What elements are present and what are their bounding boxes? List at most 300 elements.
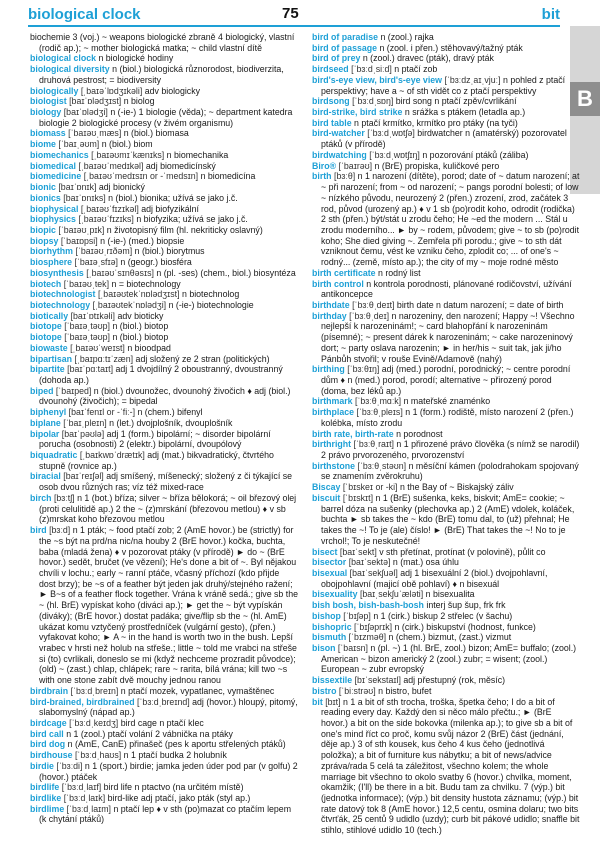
entry-pronunciation: [ˈbaɪəʊˌpɪk] [58,224,105,235]
page-header [0,0,600,26]
entry-headword: bird dog [30,739,66,750]
entry-definition: n biomedicína [200,171,256,182]
entry-headword: biphenyl [30,407,67,418]
entry-headword: birdhouse [30,750,73,761]
entry-headword: biscuit [312,492,341,503]
entry-headword: biological clock [30,53,96,64]
entry-definition: n životopisný film (hl. nekriticky oslavný) [106,224,263,235]
entry-definition: n 1 (sport.) birdie; jamka jeden úder pod par (v golfu) 2 (hovor.) ptáček [39,760,298,782]
dictionary-entry [30,192,298,204]
dictionary-entry [30,96,298,107]
entry-headword: birth control [312,278,364,289]
entry-headword: biotope [30,321,62,332]
entry-headword: bird's-eye view, bird's-eye view [312,74,443,85]
entry-definition: n (-ie-) (med.) biopsie [100,235,185,246]
dictionary-entry [30,85,298,97]
entry-pronunciation: [ˈbaɪped] [55,385,92,396]
dictionary-entry [30,364,298,385]
entry-definition: biochemie 3 (voj.) ~ weapons biologické zbraně 4 biologický, vlastní (rodič ap.); ~ mother biologická matka; ~ child vlastní dítě [30,32,295,53]
entry-headword: bird of passage [312,42,378,53]
entry-definition: n 1 (zool.) ptačí volání 2 vábnička na ptáky [66,728,233,739]
entry-definition: n (biol.) biotop [112,321,169,332]
entry-headword: bit [312,696,323,707]
entry-definition: n ptačí mozek, vypatlanec, vymaštěnec [120,685,275,696]
entry-pronunciation: [baɪˈɒlədʒɪst] [69,96,122,107]
entry-headword: biowaste [30,342,68,353]
entry-headword: bird-brained, birdbrained [30,696,135,707]
entry-headword: birthplace [312,407,355,418]
entry-headword: bionics [30,192,61,203]
entry-definition: n (zool.) dravec (pták), dravý pták [362,53,494,64]
entry-definition: n kontrola porodnosti, plánované rodičovství, užívání antikoncepce [321,278,572,300]
entry-definition: n = biotechnology [111,278,181,289]
entry-headword: biomedical [30,160,76,171]
dictionary-entry [30,718,298,729]
entry-definition: n biotechnolog [181,289,240,300]
entry-definition: n pohled z ptačí perspektivy; have a ~ of sth vidět co z ptačí perspektivy [321,74,566,96]
entry-headword: biplane [30,417,61,428]
entry-headword: bish bosh, bish-bash-bosh [312,600,424,611]
dictionary-entry [312,396,580,407]
entry-definition: birth date n datum narození; = date of birth [396,299,564,310]
dictionary-entry [312,557,580,568]
entry-definition: n (-ie-) 1 biologie (věda); ~ department katedra biologie 2 biologické procesy (v živém organismu) [39,107,293,128]
dictionary-entry [312,107,580,118]
entry-pronunciation: [baɪˈsekʃuəl] [349,567,398,578]
thumb-index-letter: B [570,82,600,116]
entry-headword: biomass [30,128,66,139]
entry-pronunciation: [ˈbɜːθˌdeɪt] [352,299,395,310]
entry-headword: bistro [312,685,337,696]
entry-pronunciation: [bɜːθ] [334,171,356,182]
entry-pronunciation: [ˈbɜːdi] [56,760,83,771]
entry-definition: n 1 (bot.) bříza; silver ~ bříza bělokorá; ~ oil březový olej (proti celulitidě ap.) 2 the ~ (z)mrskání (březovou metlou) ♦ v sb (z)mrskat koho březovou metlou [39,492,297,525]
entry-pronunciation: [ˈbɜːdˌbreɪnd] [137,696,190,707]
entry-pronunciation: [ˌbaɪəʊˈmedɪsɪn or -ˈmedsɪn] [83,171,199,182]
entry-headword: biology [30,107,62,118]
entry-pronunciation: [ˈbɜːθˌmɑːk] [355,396,402,407]
entry-definition: n (biol.) biologická různorodost, biodiverzita, druhová pestrost; = biodiversity [39,64,284,85]
entry-definition: n biofyzika; užívá se jako j.č. [136,214,248,225]
entry-pronunciation: [bɪˈsekstaɪl] [354,675,401,686]
entry-definition: adj 1 dvojdílný 2 oboustranný, dvoustranný (dohoda ap.) [39,364,283,385]
entry-definition: n 1 a bit of sth trocha, troška, špetka čeho; I do a bit of reading every day. Každý den si něco málo přečtu.; ► (BrE hovor.) a bit on the side bokovka (milenka ap.); to give sb a bit of one's mind říct co proč, komu svůj názor 2 (BrE) část (jednání, děje ap.) 3 of sth kousek, kus čeho 4 kus čeho (jednotlivá položka); a bit of furniture kus nábytku; a bit of news/advice zpráva/rada 5 celá ta záležitost, všechno kolem; the whole marriage bit všechno to okolo svatby 6 (hovor.) chvilka, moment, okamžik; (I'll) be there in a bit. Budu tam za chvilku. 7 (výp.) bit (jednotka informace); (výp.) bit density hustota záznamu; (výp.) bit rate datový tok 8 (AmE hovor.) 12,5 centu, osmina dolaru; two bits čtvrťák, 25 centů 9 udidlo (uzdy); curb bit pákové udidlo; snaffle bit stihlo, stihlové udidlo 10 (tech.) [321,696,580,836]
entry-pronunciation: [ˈbɜːdˌlaɪk] [63,793,106,804]
entry-headword: birch [30,492,52,503]
dictionary-entry [312,546,580,558]
dictionary-entry [312,364,580,396]
entry-definition: n bistro, bufet [378,685,432,696]
dictionary-entry [30,160,298,172]
entry-pronunciation: [ˈbɜːdˌwɒtʃə] [367,128,415,139]
dictionary-entry [30,171,298,182]
entry-pronunciation: [ˌbaɪəʊˈmedɪkəl] [78,160,144,171]
dictionary-entry [312,64,580,75]
dictionary-entry [30,246,298,257]
entry-definition: adv bioticky [117,310,164,321]
dictionary-entry [312,567,580,589]
entry-definition: n (BrE) propiska, kuličkové pero [374,160,500,171]
dictionary-entry [312,632,580,643]
entry-pronunciation: [ˈbaɪəˌtəʊp] [64,332,111,343]
entry-headword: bissextile [312,675,353,686]
entry-pronunciation: [ˈbaɪˌpleɪn] [63,417,107,428]
dictionary-entry [30,385,298,407]
entry-definition: n (biol.) biotop [112,332,169,343]
entry-definition: n narozeniny, den narození; Happy ~! Všechno nejlepší k narozeninám!; ~ card blahopřání k narozeninám (písemné); ~ present dárek k narozeninám; ~ cake narozeninový dort; ~ party oslava narozenin; ► in her/his ~ suit tak, jak ji/ho Pánbůh stvořil; v rouše Evině/Adamově (nahý) [321,310,575,364]
entry-pronunciation: [ˈbɜːdˌkeɪdʒ] [69,718,119,728]
entry-headword: biotechnologist [30,289,96,300]
entry-pronunciation: [baɪˌsekʃuˈæləti] [359,589,424,600]
entry-headword: bird-watcher [312,128,365,139]
right-guide-word: bit [541,6,560,23]
entry-pronunciation: [ˈbɜːθˌdeɪ] [349,310,390,321]
dictionary-entry [312,460,580,482]
dictionary-entry [30,407,298,418]
entry-definition: adj 1 bisexuální 2 (biol.) dvojpohlavní, obojpohlavní (majicí obě pohlaví) ♦ n bisexuál [321,567,548,589]
dictionary-entry [312,42,580,54]
entry-pronunciation: [ˈbɜːdˌlaɪm] [66,803,111,814]
dictionary-entry [30,128,298,139]
entry-pronunciation: [baɪˈɒtɪkəli] [70,310,115,321]
entry-headword: birdlime [30,803,65,814]
dictionary-entry [30,782,298,793]
dictionary-entry [312,96,580,107]
entry-headword: bismuth [312,632,347,643]
entry-pronunciation: [ˈbaɪˌəʊm] [58,139,100,150]
entry-pronunciation: [bɜːd] [49,525,71,536]
entry-headword: bipartisan [30,353,73,364]
entry-definition: n ptačí lep ♦ v sth (po)mazat co ptačím lepem (k chytání ptáků) [39,803,292,825]
entry-headword: birdie [30,760,54,771]
entry-definition: interj šup šup, frk frk [426,600,506,611]
entry-headword: birthright [312,439,352,450]
dictionary-entry [30,428,298,450]
entry-pronunciation: [ˌbaɪəʊˈsɪnθəsɪs] [86,267,154,278]
entry-pronunciation: [ˈbɪʃəp] [343,610,371,621]
entry-headword: bishopric [312,621,352,632]
entry-pronunciation: [ˈbɜːθˌraɪt] [353,439,394,450]
entry-pronunciation: [ˈbaɪəʊˌtek] [63,278,110,289]
entry-pronunciation: [baɪˈfenɪl or -ˈfiː-] [68,407,136,418]
dictionary-entry [30,321,298,332]
dictionary-entry [312,74,580,96]
entry-headword: biotically [30,310,69,321]
dictionary-entry [30,257,298,268]
entry-definition: n (pl. ~) 1 (hl. BrE, zool.) bizon; AmE= buffalo; (zool.) American ~ bizon americký 2 (zool.) zubr; = wisent; (zool.) European ~ zubr evropský [321,642,577,675]
entry-pronunciation: [ˈbaɪɒpsi] [60,235,98,246]
left-column [30,32,298,825]
dictionary-entry [312,642,580,675]
entry-headword: birdlife [30,782,60,793]
entry-definition: n pozorování ptáků (záliba) [422,149,529,160]
entry-headword: biorhythm [30,246,74,257]
entry-definition: n rodný list [378,267,421,278]
entry-headword: biomedicine [30,171,82,182]
entry-definition: n měsíční kámen (polodrahokam spojovaný se znamením zvěrokruhu) [321,460,579,482]
dictionary-entry [312,267,580,279]
entry-definition: n 1 (cirk.) biskup 2 střelec (v šachu) [373,610,513,621]
entry-definition: n 1 ptačí budka 2 holubník [123,750,227,761]
entry-headword: bison [312,642,336,653]
dictionary-entry [30,214,298,225]
entry-headword: birdcage [30,718,67,728]
dictionary-entry [30,310,298,322]
dictionary-entry [312,589,580,600]
entry-pronunciation: [baɪˈɒlədʒi] [63,107,108,118]
dictionary-entry [30,53,298,64]
dictionary-entry [312,160,580,172]
entry-headword: biological diversity [30,64,110,75]
dictionary-entry [30,64,298,85]
entry-headword: bird of prey [312,53,361,64]
entry-definition: n (biol.) bionika; užívá se jako j.č. [108,192,238,203]
entry-headword: biosynthesis [30,267,84,278]
dictionary-entry [312,685,580,697]
dictionary-entry [312,128,580,150]
entry-headword: birthdate [312,299,350,310]
entry-headword: bisector [312,557,347,568]
dictionary-entry [312,439,580,461]
entry-definition: n (AmE, CanE) přinašeč (pes k aportu střelených ptáků) [67,739,286,750]
entry-headword: biotope [30,332,62,343]
header-rule [28,25,560,27]
entry-pronunciation: [bɜːtʃ] [53,492,75,503]
dictionary-entry [312,482,580,493]
entry-pronunciation: [ˈbɪʃəprɪk] [354,621,393,632]
entry-headword: birthing [312,364,345,375]
dictionary-entry [312,171,580,268]
entry-definition: n (biol.) biomasa [123,128,189,139]
dictionary-entry [30,492,298,525]
entry-definition: n 1 (BrE) sušenka, keks, biskvit; AmE= cookie; ~ barrel dóza na sušenky (plechovka ap.) 2 (AmE) vdolek, koláček, buchta ► sb takes the ~ kdo (BrE) tomu dal, to (už) přehnal; He takes the ~! To je (ale) číslo! ► (BrE) That takes the ~! No to je vrchol!; To je neskutečné! [321,492,575,546]
entry-definition: n porodnost [396,428,443,439]
dictionary-entry [312,610,580,622]
entry-definition: n (chem.) bifenyl [137,407,203,418]
dictionary-entry [312,428,580,440]
entry-headword: birdlike [30,793,62,804]
dictionary-entry [30,417,298,429]
entry-pronunciation: [ˌbaɪəʊˈweɪst] [70,342,125,353]
left-guide-word: biological clock [28,6,141,23]
entry-definition: adj biofyzikální [141,203,199,214]
entry-pronunciation: [ˈbɜːdˌwɒtʃɪŋ] [369,149,420,160]
dictionary-entry [312,621,580,633]
entry-headword: birth rate, birth-rate [312,428,394,439]
entry-headword: biped [30,385,54,396]
entry-definition: bird life n ptactvo (na určitém místě) [103,782,244,793]
dictionary-entry [312,600,580,611]
entry-pronunciation: [ˈbɜːdzˌaɪˌvjuː] [444,74,501,85]
entry-definition: v sth přetínat, protínat (v polovině), půlit co [379,546,546,557]
entry-definition: n 1 pták; ~ food ptačí zob; 2 (AmE hovor.) be (strictly) for the ~s být na prd/na nic/na houby 2 (BrE hovor.) kočka, buchta, baba (mladá žena) ♦ v pozorovat ptáky (v přírodě) ► do ~ (BrE hovor.) sedět, bručet (ve vězení); He's done a bit of ~. Byl nějakou chvíli v lochu.; early ~ ranní ptáče, včasný příchozí (kdo přijde dost brzy); be ~s of a feather být jeden jak druhý/stejného ražení; ► B~s of a feather flock together. Vrána k vráně sedá.; give sb the ~ (hl. BrE) vypískat koho (diváci ap.); ► get the ~ být vypískán (diváky); (BrE hovor.) dostat padáka; give/flip sb the ~ (hl. AmE) ukázat komu vztyčený prostředníček (vulgární gesto), (přen.) vyfakovat koho; ► A ~ in the hand is worth two in the bush. Lepší vrabec v hrsti než holub na střeše.; little ~ told me vrabci na střeše si (to) cvrlikali, doneslo se mi (když nechceme prozradit původce); (old) ~ (zast.) chlap, chlápek; rare ~ rarita, bílá vrána; kill two ~s with one stone zabít dvě mouchy jednou ranou [39,525,298,686]
entry-definition: adj biomedicínský [145,160,216,171]
entry-definition: bird-like adj ptačí, jako pták (styl ap.) [107,793,251,804]
entry-headword: Biscay [312,482,341,493]
entry-definition: n bisexualita [425,589,475,600]
dictionary-entry [312,117,580,129]
entry-headword: bird table [312,117,352,128]
entry-pronunciation: [ˌbaɪəʊtekˈnɒlədʒi] [92,299,167,310]
entry-pronunciation: [ˌbaɪəʊˈfɪzɪks] [78,214,134,225]
entry-headword: Biro® [312,160,337,171]
entry-headword: biopic [30,224,56,235]
entry-pronunciation: [ˈbaɪsn] [337,642,368,653]
entry-definition: adj bionický [98,182,145,193]
dictionary-entry [30,299,298,311]
dictionary-entry [30,696,298,718]
entry-pronunciation: [bɪt] [325,696,341,707]
entry-headword: biopsy [30,235,59,246]
entry-definition: n ptačí zob [394,64,438,75]
dictionary-entry [30,224,298,236]
entry-headword: bird-strike, bird strike [312,107,403,118]
entry-definition: n biologické hodiny [98,53,174,64]
entry-headword: bipolar [30,428,60,439]
entry-headword: bird [30,525,47,536]
entry-definition: n 1 (form.) rodiště, místo narození 2 (přen.) kolébka, místo zrodu [321,407,574,428]
dictionary-entry [30,353,298,365]
entry-headword: bisexuality [312,589,358,600]
entry-pronunciation: [ˈbaɪəˌtəʊp] [64,321,111,332]
dictionary-entry [30,685,298,697]
entry-definition: n 1 narození (dítěte), porod; date of ~ datum narození; at ~ při narození; from ~ od narození; ~ pangs porodní bolesti; of low ~ nízkého původu, neurozený 2 (přen.) zrození, zrod, začátek 3 rod, původ (urozený ap.) ♦ v 1 sb (po)rodit koho, odrodit (rodička) 2 sth (přen.) být/stát u zrodu čeho; He ~ed the modern ... Stál u zrodu moderního... ► by ~ rodem, původem; give ~ to sb (po)rodit koho; She died giving ~. Zemřela při porodu.; give ~ to sth dát vzniknout čemu, vést ke vzniku čeho, zplodit co; ... of one's ~ rodný... (země, místo ap.); the city of my ~ moje rodné město [321,171,580,268]
entry-headword: bird of paradise [312,32,378,42]
dictionary-entry [30,203,298,215]
entry-definition: n (zool.) rajka [380,32,434,42]
entry-definition: adv biologicky [144,85,200,96]
entry-pronunciation: [ˌbaɪəˈlɒdʒɪkəli] [80,85,143,96]
entry-definition: n (biol.) biom [101,139,153,150]
entry-headword: biosphere [30,257,73,268]
entry-headword: biologist [30,96,67,107]
entry-pronunciation: [ˈbɪskeɪ or -ki] [342,482,398,493]
entry-definition: n srážka s ptákem (letadla ap.) [404,107,526,118]
entry-headword: bipartite [30,364,65,375]
entry-headword: birth [312,171,332,182]
dictionary-entry [30,450,298,471]
entry-headword: bionic [30,182,56,193]
dictionary-entry [30,750,298,761]
entry-pronunciation: [baɪˈpɑːtaɪt] [67,364,114,375]
dictionary-entry [30,803,298,825]
dictionary-entry [30,525,298,686]
entry-pronunciation: [ˈbɜːdˌbreɪn] [70,685,119,696]
right-column [312,32,580,836]
entry-headword: bisexual [312,567,348,578]
entry-definition: n bioodpad [127,342,171,353]
entry-headword: biophysics [30,214,76,225]
entry-pronunciation: [ˌbaɪkwɒˈdrætɪk] [79,450,145,461]
entry-definition: birdwatcher n (amatérský) pozorovatel ptáků (v přírodě) [321,128,567,150]
entry-pronunciation: [baɪˈɒnɪks] [63,192,106,203]
dictionary-entry [30,739,298,750]
entry-definition: n (let.) dvojplošník, dvouplošník [109,417,233,428]
dictionary-entry [30,149,298,161]
entry-pronunciation: [ˈbɪzməθ] [348,632,387,643]
entry-definition: adj (hovor.) hloupý, pitomý, slabomyslný (nápad ap.) [39,696,298,718]
entry-headword: biotech [30,278,62,289]
dictionary-entry [312,278,580,300]
entry-headword: biome [30,139,56,150]
entry-definition: n biomechanika [166,149,229,160]
entry-definition: adj 1 (form.) bipolární; ~ disorder bipolární porucha (osobnosti) 2 (elektr.) bipolární, dvoupólový [39,428,271,450]
dictionary-entry [312,53,580,64]
entry-headword: birdwatching [312,149,367,160]
entry-definition: adj přestupný (rok, měsíc) [403,675,506,686]
entry-definition: n (zool. i přen.) stěhovavý/tažný pták [379,42,523,53]
dictionary-entry [30,471,298,493]
entry-headword: birthstone [312,460,356,471]
dictionary-entry [312,299,580,311]
dictionary-entry [30,332,298,343]
entry-headword: bisect [312,546,338,557]
dictionary-entry [312,675,580,686]
dictionary-entry [30,278,298,290]
entry-pronunciation: [ˌbaɪəʊmɪˈkænɪks] [91,149,165,160]
entry-pronunciation: [ˌbaɪəʊˈfɪzɪkəl] [80,203,139,214]
entry-headword: biophysical [30,203,79,214]
entry-headword: bird call [30,728,64,739]
entry-definition: bird cage n ptačí klec [120,718,204,728]
dictionary-entry [30,760,298,782]
dictionary-entry [312,696,580,836]
dictionary-entry [30,235,298,247]
entry-definition: n mateřské znaménko [403,396,491,407]
entry-headword: birthday [312,310,347,321]
entry-pronunciation: [ˈbaɪrəʊ] [338,160,373,171]
entry-pronunciation: [ˈbɜːdˌsiːd] [351,64,392,75]
entry-headword: bishop [312,610,341,621]
entry-headword: biracial [30,471,61,482]
entry-definition: n (biol.) biorytmus [134,246,205,257]
dictionary-entry [30,342,298,354]
entry-pronunciation: [baɪˈpəʊlə] [61,428,105,439]
entry-definition: n (biol.) dvounožec, dvounohý živočich ♦ adj (biol.) dvounohý (živočich); = bipedal [39,385,291,407]
entry-pronunciation: [ˈbɜːθˌstəʊn] [357,460,407,471]
entry-pronunciation: [ˈbɪskɪt] [342,492,374,503]
entry-pronunciation: [ˈbɜːdˌlaɪf] [61,782,102,793]
entry-definition: n biolog [123,96,155,107]
entry-definition: n (-ie-) biotechnologie [168,299,254,310]
entry-definition: n ptačí krmítko, krmítko pro ptáky (na tyči) [354,117,518,128]
entry-definition: bird song n ptačí zpěv/cvrlikání [395,96,517,107]
dictionary-entry [312,407,580,428]
dictionary-entry [30,139,298,150]
entry-pronunciation: [ˈbɜːθɪŋ] [347,364,380,375]
dictionary-entry [30,793,298,804]
entry-headword: biologically [30,85,79,96]
entry-headword: birthmark [312,396,353,407]
dictionary-entry [30,32,298,53]
dictionary-entry [312,310,580,365]
entry-pronunciation: [baɪˈsekt] [339,546,377,557]
entry-definition: adj složený ze 2 stran (politických) [135,353,270,364]
entry-pronunciation: [baɪˈɒnɪk] [58,182,97,193]
entry-definition: n (cirk.) biskupství (hodnost, funkce) [394,621,536,632]
dictionary-entry [30,289,298,300]
entry-headword: birdsong [312,96,350,107]
entry-definition: n 1 přirozené právo člověka (s nímž se narodil) 2 právo prvorozeného, prvorozenství [321,439,580,461]
entry-pronunciation: [ˈbiːstrəʊ] [338,685,376,696]
entry-headword: biquadratic [30,450,78,461]
entry-pronunciation: [baɪˈreɪʃəl] [63,471,104,482]
entry-pronunciation: [ˌbaɪpɑːtɪˈzæn] [74,353,134,364]
entry-definition: n (geogr.) biosféra [120,257,192,268]
entry-pronunciation: [ˈbaɪəʊˌrɪðəm] [75,246,133,257]
entry-headword: biotechnology [30,299,91,310]
dictionary-entry [30,182,298,193]
